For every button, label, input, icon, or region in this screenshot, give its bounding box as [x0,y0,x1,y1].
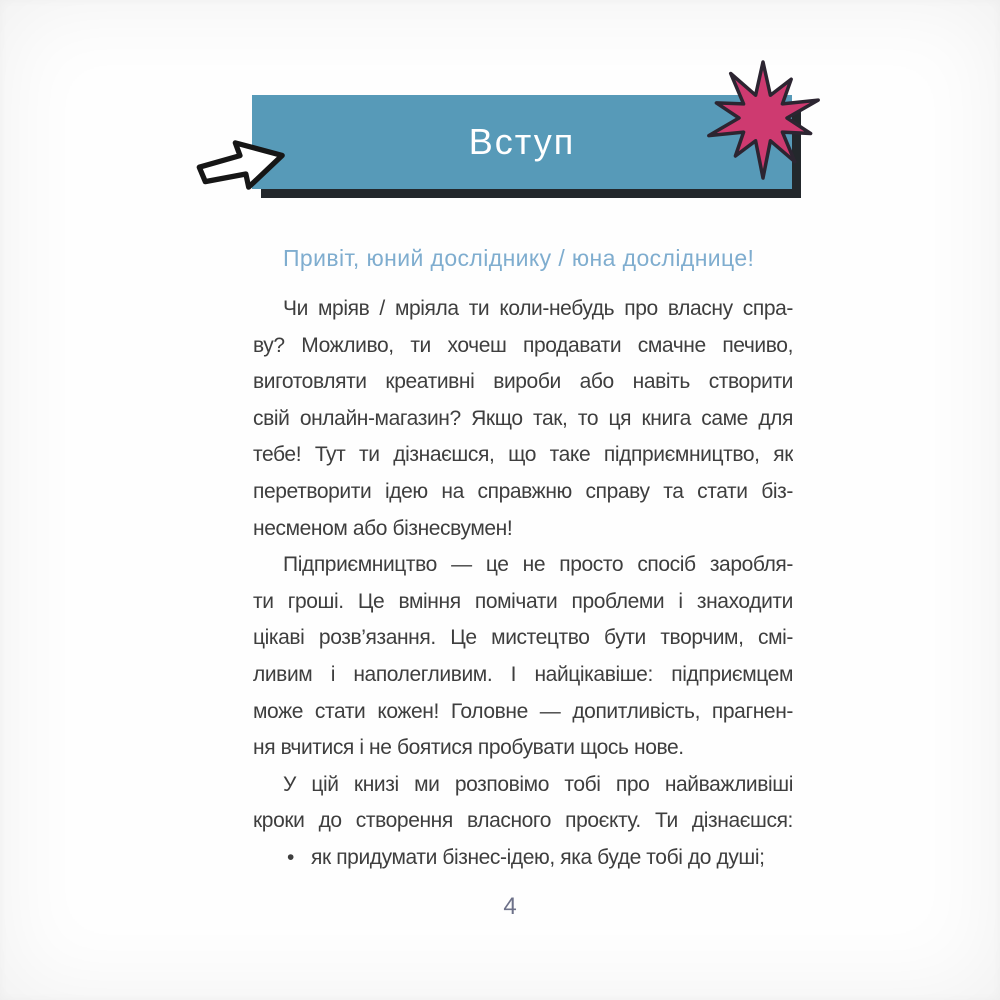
paragraph-line: ня вчитися і не боятися пробувати щось нове. [253,736,684,760]
starburst-icon [698,53,828,183]
paragraph-line: Чи мріяв / мріяла ти коли-небудь про власну спра- [283,297,793,320]
paragraph-line: ливим і наполегливим. І найцікавіше: підприємцем [253,662,793,686]
page-number: 4 [503,893,517,920]
paragraph-line: перетворити ідею на справжню справу та стати біз- [253,479,793,503]
paragraph-line: тебе! Тут ти дізнаєшся, що таке підприємництво, як [253,443,793,467]
paragraph-line: Підприємництво — це не просто спосіб заробля- [283,553,793,577]
paragraph-line: несменом або бізнесвумен! [253,516,513,540]
body-text [253,243,793,877]
paragraph-line: цікаві розв’язання. Це мистецтво бути творчим, смі- [253,626,793,650]
paragraph-line: виготовляти креативні вироби або навіть створити [253,370,793,394]
paragraph-line: кроки до створення власного проєкту. Ти дізнаєшся: [253,809,793,833]
paragraph-line: ти гроші. Це вміння помічати проблеми і знаходити [253,589,793,613]
paragraph-line: може стати кожен! Головне — допитливість, прагнен- [253,699,793,723]
chapter-banner [252,95,792,189]
page-footer [245,893,775,921]
greeting-heading: Привіт, юний досліднику / юна досліднице! [283,245,755,271]
chapter-title: Вступ [468,121,576,162]
bullet-marker: • [287,845,294,869]
paragraph-line: У цій книзі ми розповімо тобі про найважливіші [283,772,793,796]
paragraph-line: ву? Можливо, ти хочеш продавати смачне печиво, [253,333,793,357]
arrow-icon [188,121,296,209]
bullet-text: як придумати бізнес-ідею, яка буде тобі до душі; [311,845,765,869]
bullet-item [253,840,793,877]
paragraph-line: свій онлайн-магазин? Якщо так, то ця книга саме для [253,406,793,430]
